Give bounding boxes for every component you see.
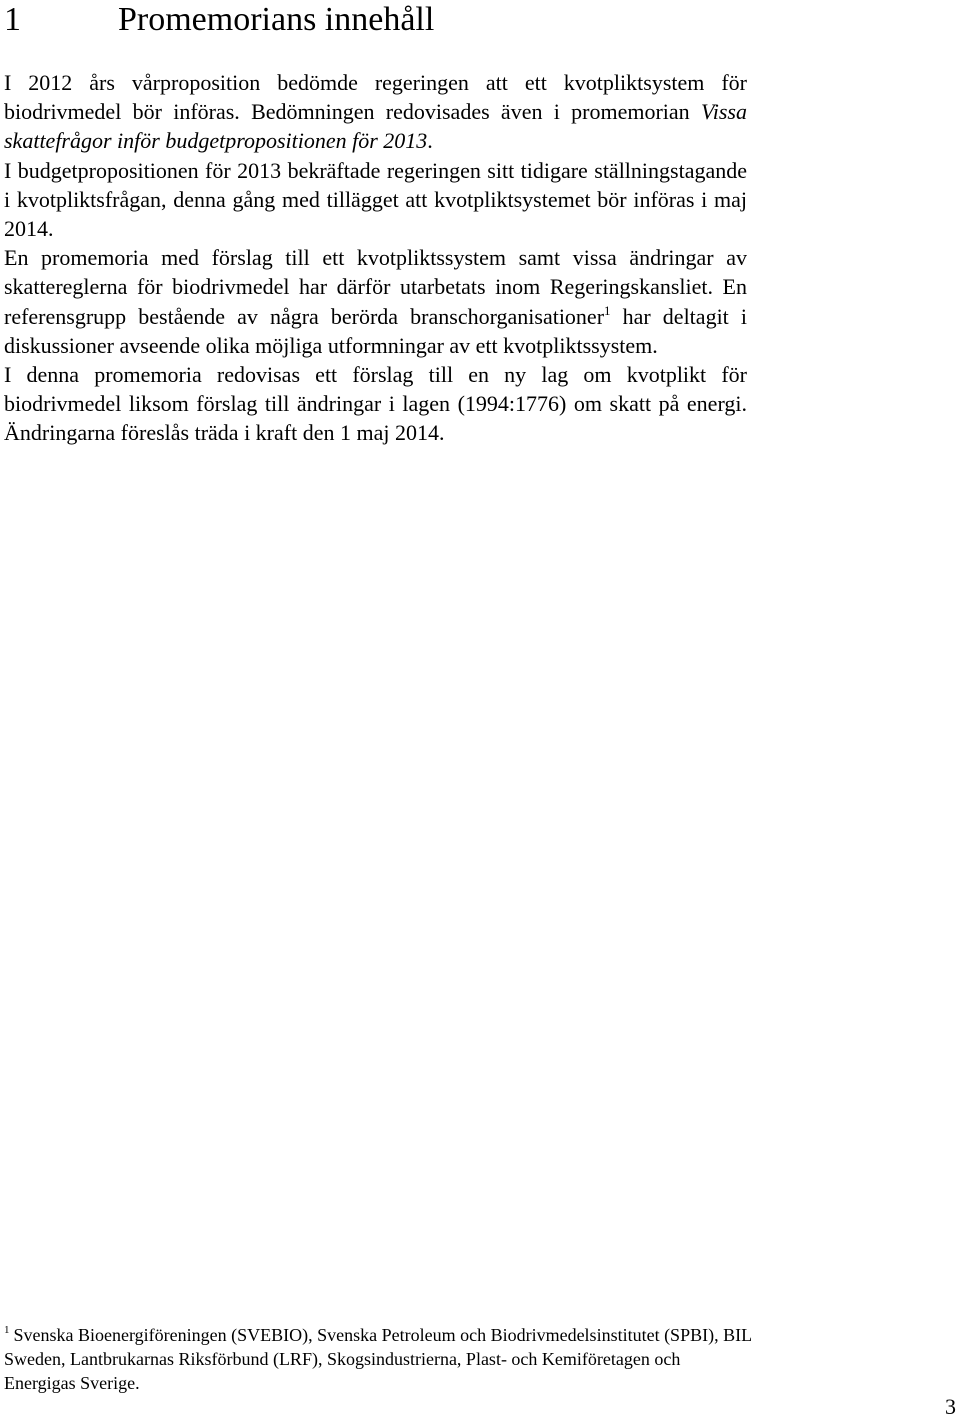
footnote-paragraph <box>4 1323 754 1395</box>
footnote-text: Svenska Bioenergiföreningen (SVEBIO), Svenska Petroleum och Biodrivmedelsinstitutet (SPBI), BIL Sweden, Lantbrukarnas Riksförbund (LRF), Skogsindustrierna, Plast- och Kemiföretagen och Energigas Sverige. <box>4 1325 752 1393</box>
paragraph-1-period: . <box>427 128 433 154</box>
footnote <box>4 1323 754 1395</box>
paragraph-1-text: I 2012 års vårproposition bedömde regeringen att ett kvotpliktsystem för biodrivmedel bör införas. Bedömningen redovisades även i promemorian <box>4 70 747 125</box>
paragraph-1 <box>4 68 747 156</box>
page-number: 3 <box>945 1394 956 1419</box>
section-title: Promemorians innehåll <box>118 1 435 38</box>
paragraph-2: I budgetpropositionen för 2013 bekräftade regeringen sitt tidigare ställningstagande i kvotpliktsfrågan, denna gång med tillägget att kvotpliktsystemet bör införas i maj 2014. <box>4 157 747 242</box>
paragraph-4: I denna promemoria redovisas ett förslag till en ny lag om kvotplikt för biodrivmedel liksom förslag till ändringar i lagen (1994:1776) om skatt på energi. Ändringarna föreslås träda i kraft den 1 maj 2014. <box>4 362 747 446</box>
footnote-marker: 1 <box>4 1324 10 1336</box>
paragraph-1-italic-title: Vissa skattefrågor inför budgetpropositionen för 2013 <box>4 99 747 154</box>
section-number: 1 <box>4 1 21 38</box>
paragraph-3 <box>4 243 747 360</box>
body-text <box>4 68 747 448</box>
footnote-reference[interactable]: 1 <box>604 302 611 318</box>
paragraph-3-text-a: En promemoria med förslag till ett kvotpliktssystem samt vissa ändringar av skattereglerna för biodrivmedel har därför utarbetats inom Regeringskansliet. En referensgrupp bestående av några berörda branschorganisationer <box>4 245 747 329</box>
paragraph-3-text-b: har deltagit i diskussioner avseende olika möjliga utformningar av ett kvotpliktssystem. <box>4 303 747 358</box>
